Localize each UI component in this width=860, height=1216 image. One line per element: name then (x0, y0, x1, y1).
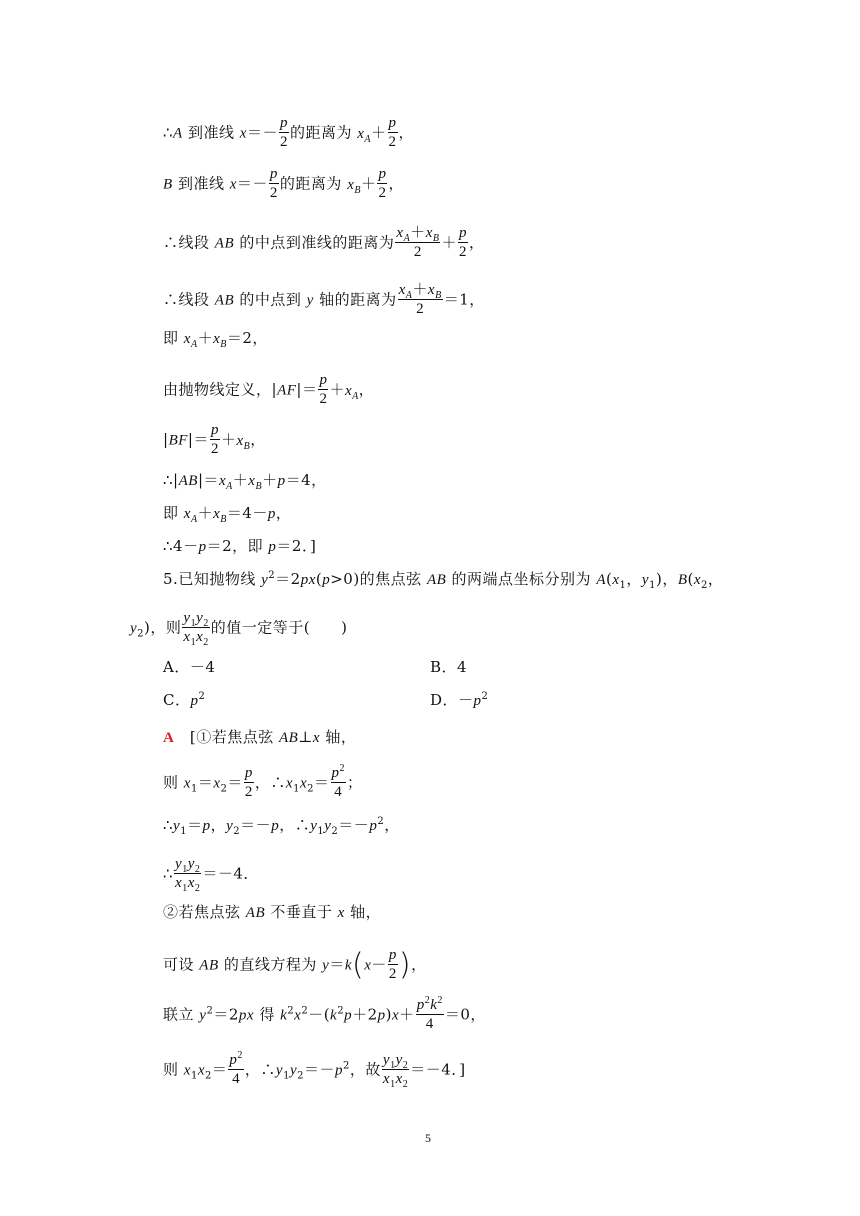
solution-line-2: 则 $x_1=x_2=$ $\frac{p}{2}$ ，$\therefore x_1x_2=$ $\frac{p^2}{4}$ ； (163, 763, 363, 800)
page-number: 5 (425, 1131, 431, 1145)
text-line-1: ∴A 到准线 x＝－ $\frac{p}{2}$ 的距离为 $x_A+$ $\frac{p}{2}$ ， (163, 115, 415, 150)
option-a: A．－4 (163, 658, 216, 676)
option-c: C．$p^2$ (163, 691, 206, 709)
solution-line-3: $\therefore y_1=p$，$y_2=-p$，$\therefore y_1y_2=-p^2$， (163, 816, 400, 837)
solution-line-4: ∴ $\frac{y_1y_2}{x_1x_2}$ ＝－4． (163, 856, 259, 894)
text-line-5: 即 $x_A+x_B=2$， (163, 329, 268, 350)
question-stem-line-1: 5.已知抛物线 $y^2=2px(p>0)$的焦点弦 AB 的两端点坐标分别为 $A(x_1$，$y_1$)，$B(x_2$， (163, 570, 724, 591)
answer-label: A (163, 730, 175, 746)
solution-line-5: ②若焦点弦 AB 不垂直于 x 轴， (163, 903, 382, 921)
solution-line-8: 则 $x_1x_2=$ $\frac{p^2}{4}$ ，$\therefore y_1y_2=-p^2$，故 $\frac{y_1y_2}{x_1x_2}$ ＝－4．] (163, 1050, 466, 1090)
text-line-2: B 到准线 x＝－ $\frac{p}{2}$ 的距离为 $x_B+$ $\frac{p}{2}$ ， (163, 166, 404, 201)
text-line-8: $\therefore|AB|=x_A+x_B+p=4$， (163, 471, 327, 492)
question-number: 5 (163, 570, 174, 588)
option-b: B．4 (430, 658, 468, 676)
text-line-9: 即 $x_A+x_B=4-p$， (163, 504, 292, 525)
text-line-6: 由抛物线定义，|AF|＝ $\frac{p}{2}$ $+x_A$， (163, 372, 375, 407)
question-stem-line-2: $y_2$)，则 $\frac{y_1y_2}{x_1x_2}$ 的值一定等于( ) (130, 610, 348, 648)
solution-line-6: 可设 AB 的直线方程为 y＝k(x－ $\frac{p}{2}$ )， (163, 947, 427, 983)
text-line-10: ∴4－p＝2，即 p＝2．] (163, 537, 317, 555)
option-d: D．$-p^2$ (430, 691, 489, 709)
text-line-4: ∴线段 AB 的中点到 y 轴的距离为 $\frac{x_A+x_B}{2}$ ＝1， (163, 282, 485, 317)
solution-line-1: A [①若焦点弦 AB⊥x 轴， (163, 728, 357, 746)
text-line-7: |BF|＝ $\frac{p}{2}$ $+x_B$， (163, 422, 266, 457)
text-line-3: ∴线段 AB 的中点到准线的距离为 $\frac{x_A+x_B}{2}$ ＋ $\frac{p}{2}$ ， (163, 225, 485, 260)
solution-line-7: 联立 $y^2=2px$ 得 $k^2x^2-(k^2p+2p)x+$ $\frac{p^2k^2}{4}$ ＝0， (163, 995, 486, 1032)
